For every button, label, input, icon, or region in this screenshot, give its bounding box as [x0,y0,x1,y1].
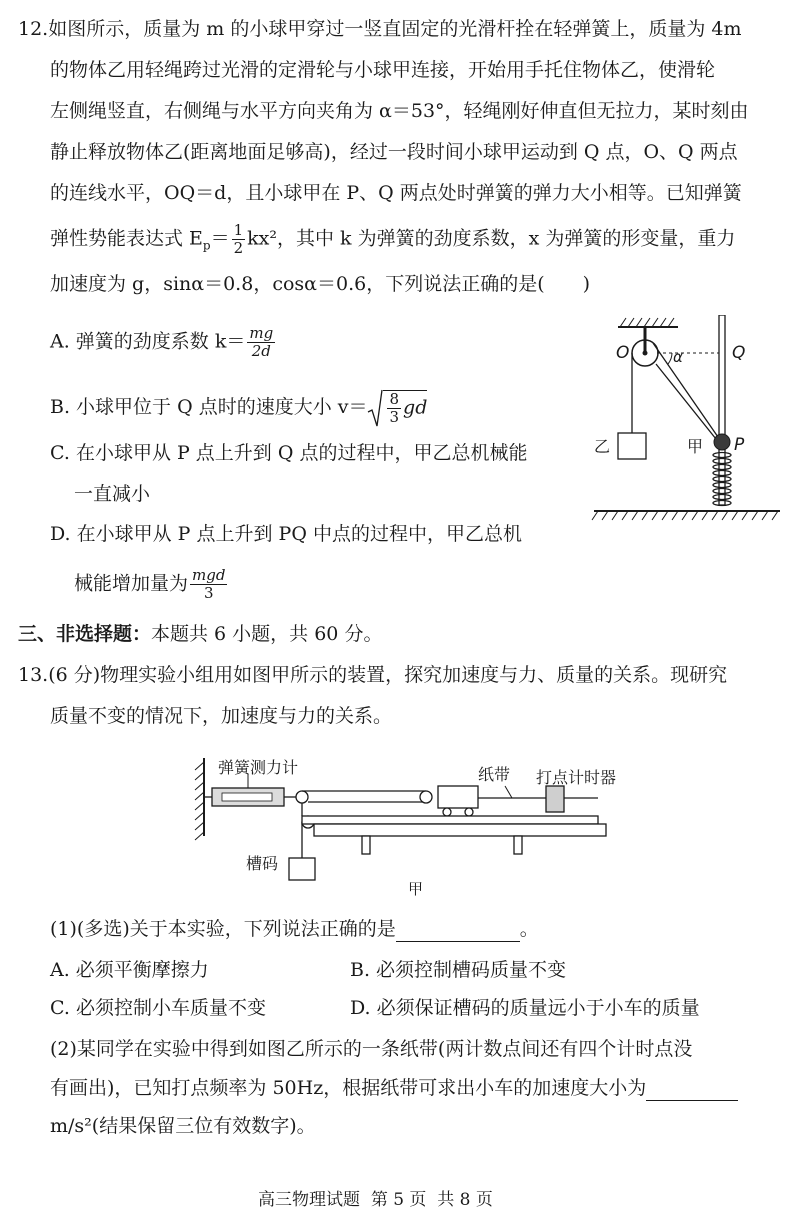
half-fraction [232,222,246,257]
option-a-den: 2d [251,342,271,360]
section-3-title: 三、非选择题： [18,623,152,645]
q12-line5: 的连线水平，OQ＝d，且小球甲在 P、Q 两点处时弹簧的弹力大小相等。已知弹簧 [50,182,742,204]
figure-caption-jia: 甲 [408,880,424,898]
pulley-spring-diagram [590,315,790,530]
q12-option-d-line2 [74,567,229,602]
answer-blank-2[interactable] [646,1080,738,1101]
label-alpha: α [673,348,683,366]
label-p: P [734,435,745,455]
q12-option-d-line1: D. 在小球甲从 P 点上升到 PQ 中点的过程中，甲乙总机 [50,523,522,545]
q12-line2: 的物体乙用轻绳跨过光滑的定滑轮与小球甲连接，开始用手托住物体乙，使滑轮 [50,59,716,81]
page-footer [258,1185,493,1210]
q13-part2-line2 [50,1075,738,1101]
q12-option-a [50,325,277,360]
option-b-text: B. 小球甲位于 Q 点时的速度大小 v＝ [50,396,368,418]
footer-page: 第 5 页 [370,1190,427,1210]
ep-rest: kx²，其中 k 为弹簧的劲度系数，x 为弹簧的形变量，重力 [247,227,736,250]
sqrt-sign-icon [367,388,383,428]
label-paper-tape: 纸带 [478,765,511,784]
option-b-num: 8 [389,390,400,408]
q13-part1-end: 。 [519,918,539,940]
q13-part1-text: (1)(多选)关于本实验，下列说法正确的是 [50,918,396,940]
q12-line3: 左侧绳竖直，右侧绳与水平方向夹角为 α＝53°，轻绳刚好伸直但无拉力，某时刻由 [50,100,749,122]
half-num: 1 [233,221,244,239]
q13-line1: 13.(6 分)物理实验小组用如图甲所示的装置，探究加速度与力、质量的关系。现研究 [18,664,728,686]
option-a-text: A. 弹簧的劲度系数 k＝ [50,330,246,353]
option-d-fraction [190,567,227,602]
label-timer: 打点计时器 [536,768,617,787]
q13-option-c: C. 必须控制小车质量不变 [50,997,266,1019]
q12-option-c-line1: C. 在小球甲从 P 点上升到 Q 点的过程中，甲乙总机械能 [50,442,528,464]
label-jia: 甲 [687,437,704,456]
equals-sign: ＝ [210,227,230,250]
label-hook-weight: 槽码 [246,854,279,873]
label-spring-scale: 弹簧测力计 [218,758,299,777]
sqrt-expression [367,388,427,428]
q13-option-b: B. 必须控制槽码质量不变 [350,959,567,981]
answer-blank-1[interactable] [396,921,520,942]
ep-subscript: p [202,238,211,253]
q13-part2-text: 有画出)，已知打点频率为 50Hz，根据纸带可求出小车的加速度大小为 [50,1077,647,1099]
q13-part2-line3: m/s²(结果保留三位有效数字)。 [50,1115,316,1137]
option-b-gd: gd [403,396,428,419]
q13-part1 [50,916,539,942]
q13-part2-line1: (2)某同学在实验中得到如图乙所示的一条纸带(两计数点间还有四个计时点没 [50,1038,693,1060]
q13-line2: 质量不变的情况下，加速度与力的关系。 [50,705,393,727]
label-yi: 乙 [594,437,611,456]
q13-option-a: A. 必须平衡摩擦力 [50,959,209,981]
q12-text: 如图所示，质量为 m 的小球甲穿过一竖直固定的光滑杆拴在轻弹簧上，质量为 4m [48,18,742,40]
footer-total: 共 8 页 [437,1190,493,1210]
half-den: 2 [233,239,244,257]
option-b-den: 3 [389,408,400,426]
q12-line6 [50,222,735,258]
option-b-fraction [387,391,401,426]
option-a-fraction [247,325,275,360]
footer-subject: 高三物理试题 [258,1190,360,1210]
q12-line1 [18,16,741,42]
section-3-heading [18,621,382,647]
option-d-num: mgd [192,566,226,584]
section-3-desc: 本题共 6 小题，共 60 分。 [151,623,383,645]
label-q: Q [732,343,746,363]
q13-option-d: D. 必须保证槽码的质量远小于小车的质量 [350,997,700,1019]
q12-option-b [50,388,427,428]
option-a-num: mg [249,324,274,342]
q12-line4: 静止释放物体乙(距离地面足够高)，经过一段时间小球甲运动到 Q 点，O、Q 两点 [50,141,738,163]
option-d-text: 械能增加量为 [74,572,189,595]
sqrt-body [383,390,427,426]
q12-number: 12. [18,18,49,40]
cart-experiment-diagram [190,752,620,900]
q12-line7: 加速度为 g，sinα＝0.8，cosα＝0.6，下列说法正确的是( ) [50,273,591,295]
option-d-den: 3 [203,584,214,602]
ep-label: 弹性势能表达式 E [50,227,203,250]
label-o: O [616,343,630,363]
q12-option-c-line2: 一直减小 [74,483,151,505]
